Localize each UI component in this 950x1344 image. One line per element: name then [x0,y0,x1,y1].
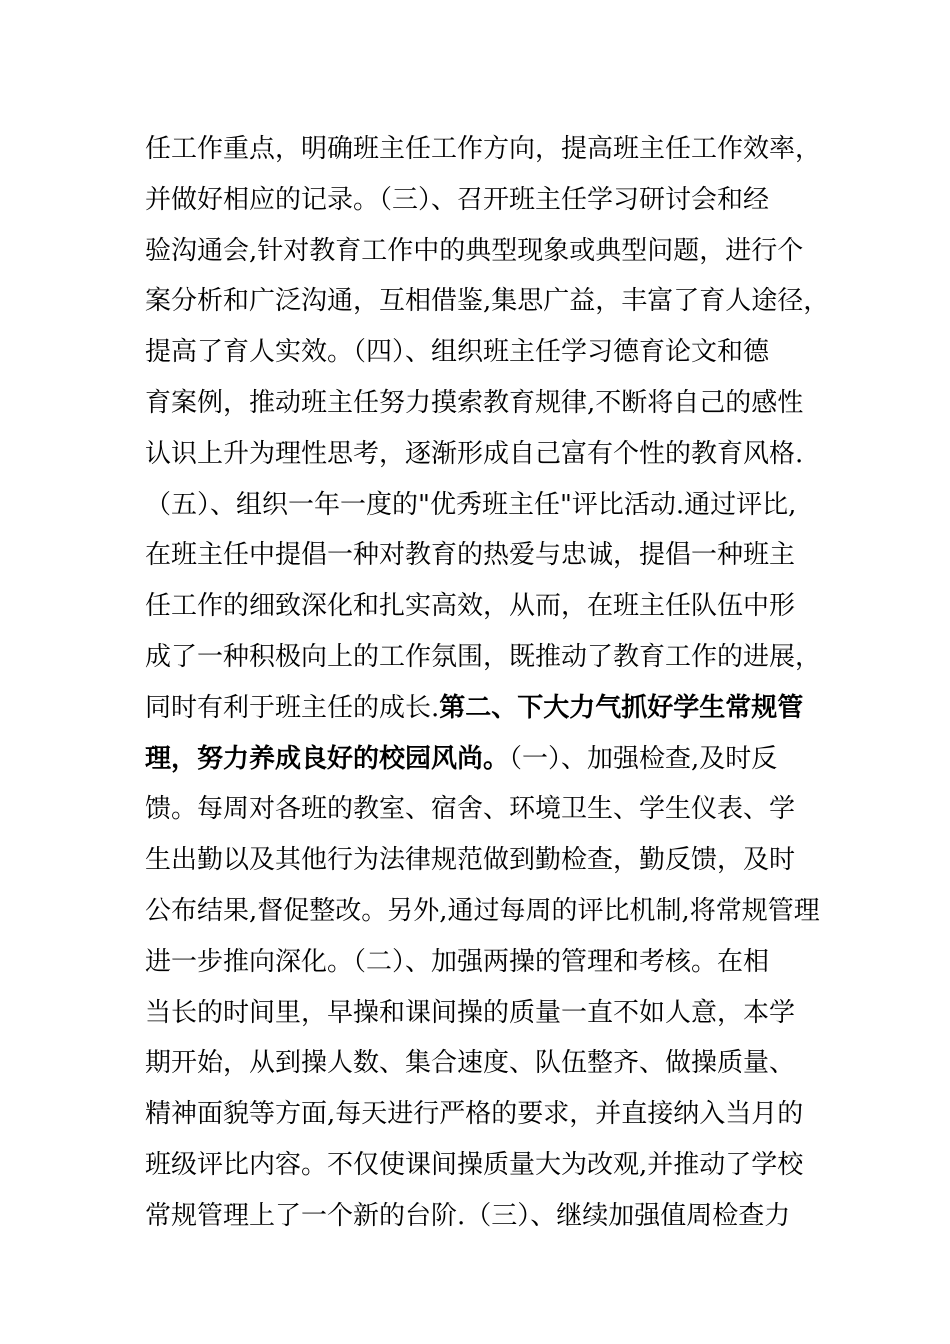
text-line: 进一步推向深化。（二）、加强两操的管理和考核。在相 [145,946,770,977]
text-line: 育案例，推动班主任努力摸索教育规律,不断将自己的感性 [145,387,804,418]
section-heading-text: 理，努力养成良好的校园风尚。 [145,743,510,774]
document-body [145,124,830,1242]
text-line: 案分析和广泛沟通，互相借鉴,集思广益，丰富了育人途径， [145,286,830,317]
text-line: 任工作重点，明确班主任工作方向，提高班主任工作效率， [145,134,822,164]
text-line: 当长的时间里，早操和课间操的质量一直不如人意，本学 [145,997,796,1028]
text-line: 精神面貌等方面,每天进行严格的要求，并直接纳入当月的 [145,1099,804,1130]
normal-text: （一）、加强检查,及时反 [509,743,778,774]
text-line: 班级评比内容。不仅使课间操质量大为改观,并推动了学校 [145,1149,804,1180]
text-line: 并做好相应的记录。（三）、召开班主任学习研讨会和经 [145,184,770,215]
text-line: 馈。每周对各班的教室、宿舍、环境卫生、学生仪表、学 [145,794,796,825]
text-line: 验沟通会,针对教育工作中的典型现象或典型问题，进行个 [145,235,804,266]
text-line: 在班主任中提倡一种对教育的热爱与忠诚，提倡一种班主 [145,540,796,571]
text-line: 生出勤以及其他行为法律规范做到勤检查，勤反馈，及时 [145,845,796,876]
section-heading-text: 第二、下大力气抓好学生常规管 [439,692,804,723]
text-line: 成了一种积极向上的工作氛围，既推动了教育工作的进展， [145,641,822,672]
text-line-mixed [145,734,810,785]
text-line: 公布结果,督促整改。另外,通过每周的评比机制,将常规管理 [145,895,820,926]
text-line-mixed [145,683,810,734]
normal-text: 同时有利于班主任的成长. [145,692,440,723]
text-line: 认识上升为理性思考，逐渐形成自己富有个性的教育风格. [145,438,804,469]
text-line: （五）、组织一年一度的"优秀班主任"评比活动.通过评比, [145,489,797,520]
text-line: 常规管理上了一个新的台阶.（三）、继续加强值周检查力 [145,1200,791,1231]
text-line: 提高了育人实效。（四）、组织班主任学习德育论文和德 [145,337,770,368]
text-line: 期开始，从到操人数、集合速度、队伍整齐、做操质量、 [145,1048,796,1079]
text-line: 任工作的细致深化和扎实高效，从而，在班主任队伍中形 [145,591,796,622]
